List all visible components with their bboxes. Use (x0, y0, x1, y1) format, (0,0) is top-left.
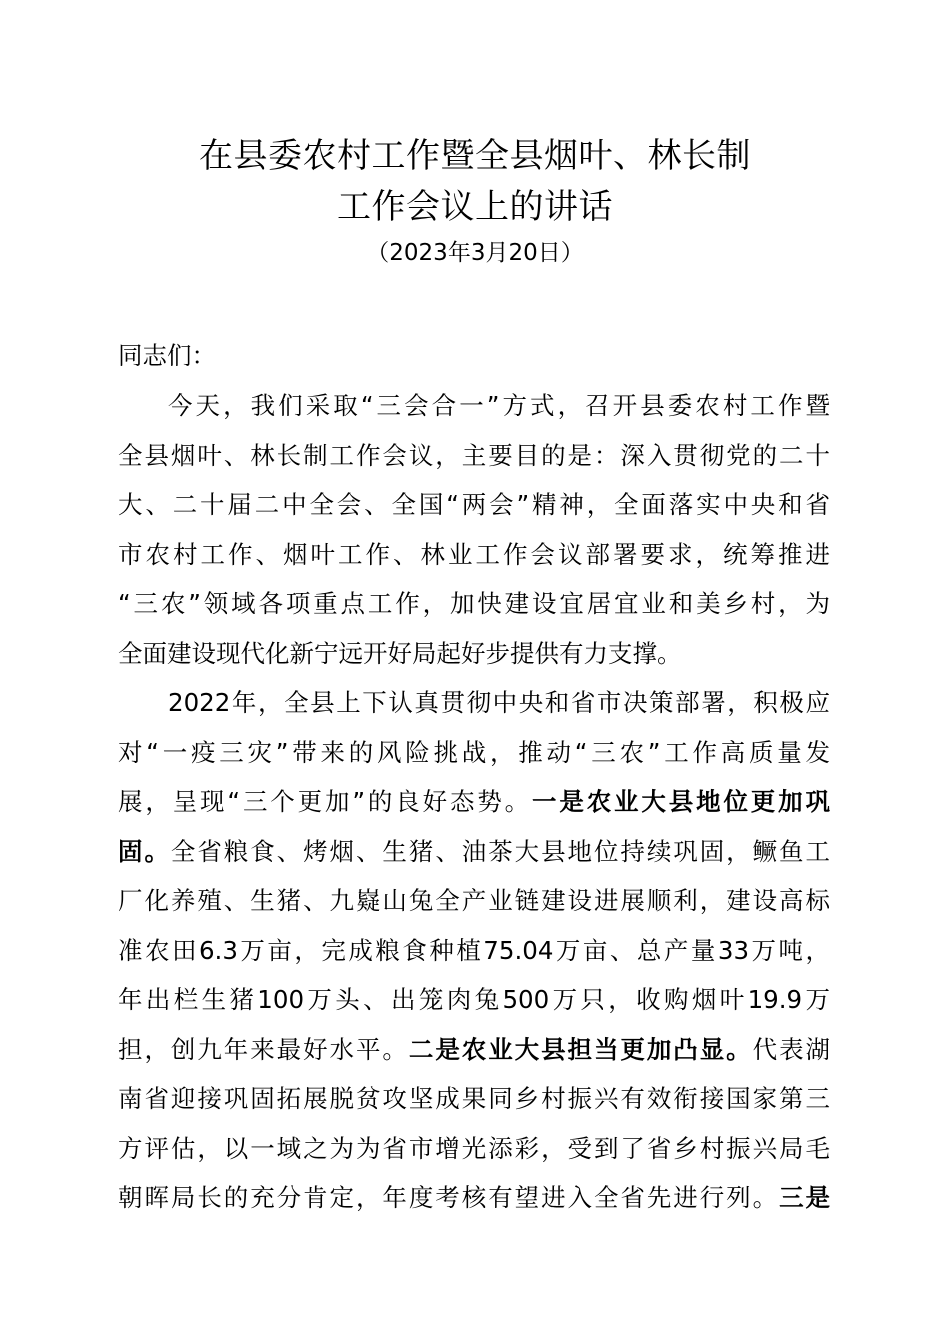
paragraph-2-text: 朝晖局长的充分肯定，年度考核有望进入全省先进行列。 (118, 1183, 780, 1212)
highlight-point-2: 二是农业大县担当更加凸显。 (408, 1035, 753, 1064)
paragraph-2-line (118, 1033, 830, 1067)
highlight-point-1-end: 固。 (118, 837, 171, 866)
paragraph-2-line (118, 785, 830, 819)
highlight-point-3: 三是 (779, 1183, 831, 1212)
paragraph-2-line: 2022年，全县上下认真贯彻中央和省市决策部署，积极应 (168, 688, 830, 717)
greeting: 同志们： (118, 341, 216, 370)
paragraph-2-text: 展，呈现“三个更加”的良好态势。 (118, 787, 532, 816)
paragraph-2-line (118, 1181, 830, 1215)
document-title-line-1: 在县委农村工作暨全县烟叶、林长制 (199, 136, 751, 176)
paragraph-2-line (118, 835, 830, 869)
paragraph-2-line: 厂化养殖、生猪、九嶷山兔全产业链建设进展顺利，建设高标 (118, 886, 830, 915)
paragraph-1-line: “三农”领域各项重点工作，加快建设宜居宜业和美乡村，为 (118, 589, 830, 618)
paragraph-2-line: 对“一疫三灾”带来的风险挑战，推动“三农”工作高质量发 (118, 738, 830, 767)
document-title-line-2: 工作会议上的讲话 (337, 187, 613, 227)
paragraph-1-line: 全县烟叶、林长制工作会议，主要目的是：深入贯彻党的二十 (118, 441, 830, 470)
paragraph-1-line: 今天，我们采取“三会合一”方式，召开县委农村工作暨 (168, 391, 830, 420)
paragraph-1-line: 市农村工作、烟叶工作、林业工作会议部署要求，统筹推进 (118, 540, 830, 569)
document-date: （2023年3月20日） (366, 240, 584, 266)
paragraph-2-text: 担，创九年来最好水平。 (118, 1035, 409, 1064)
paragraph-1-line: 大、二十届二中全会、全国“两会”精神，全面落实中央和省 (118, 490, 830, 519)
paragraph-2-text: 全省粮食、烤烟、生猪、油茶大县地位持续巩固，鳜鱼工 (170, 837, 831, 866)
paragraph-1-line: 全面建设现代化新宁远开好局起好步提供有力支撑。 (118, 639, 682, 668)
highlight-point-1: 一是农业大县地位更加巩 (532, 787, 831, 816)
paragraph-2-text: 代表湖 (752, 1035, 831, 1064)
paragraph-2-line: 年出栏生猪100万头、出笼肉兔500万只，收购烟叶19.9万 (118, 985, 830, 1014)
paragraph-2-line: 南省迎接巩固拓展脱贫攻坚成果同乡村振兴有效衔接国家第三 (118, 1084, 830, 1113)
paragraph-2-line: 准农田6.3万亩，完成粮食种植75.04万亩、总产量33万吨， (118, 936, 830, 965)
paragraph-2-line: 方评估，以一域之为为省市增光添彩，受到了省乡村振兴局毛 (118, 1134, 830, 1163)
